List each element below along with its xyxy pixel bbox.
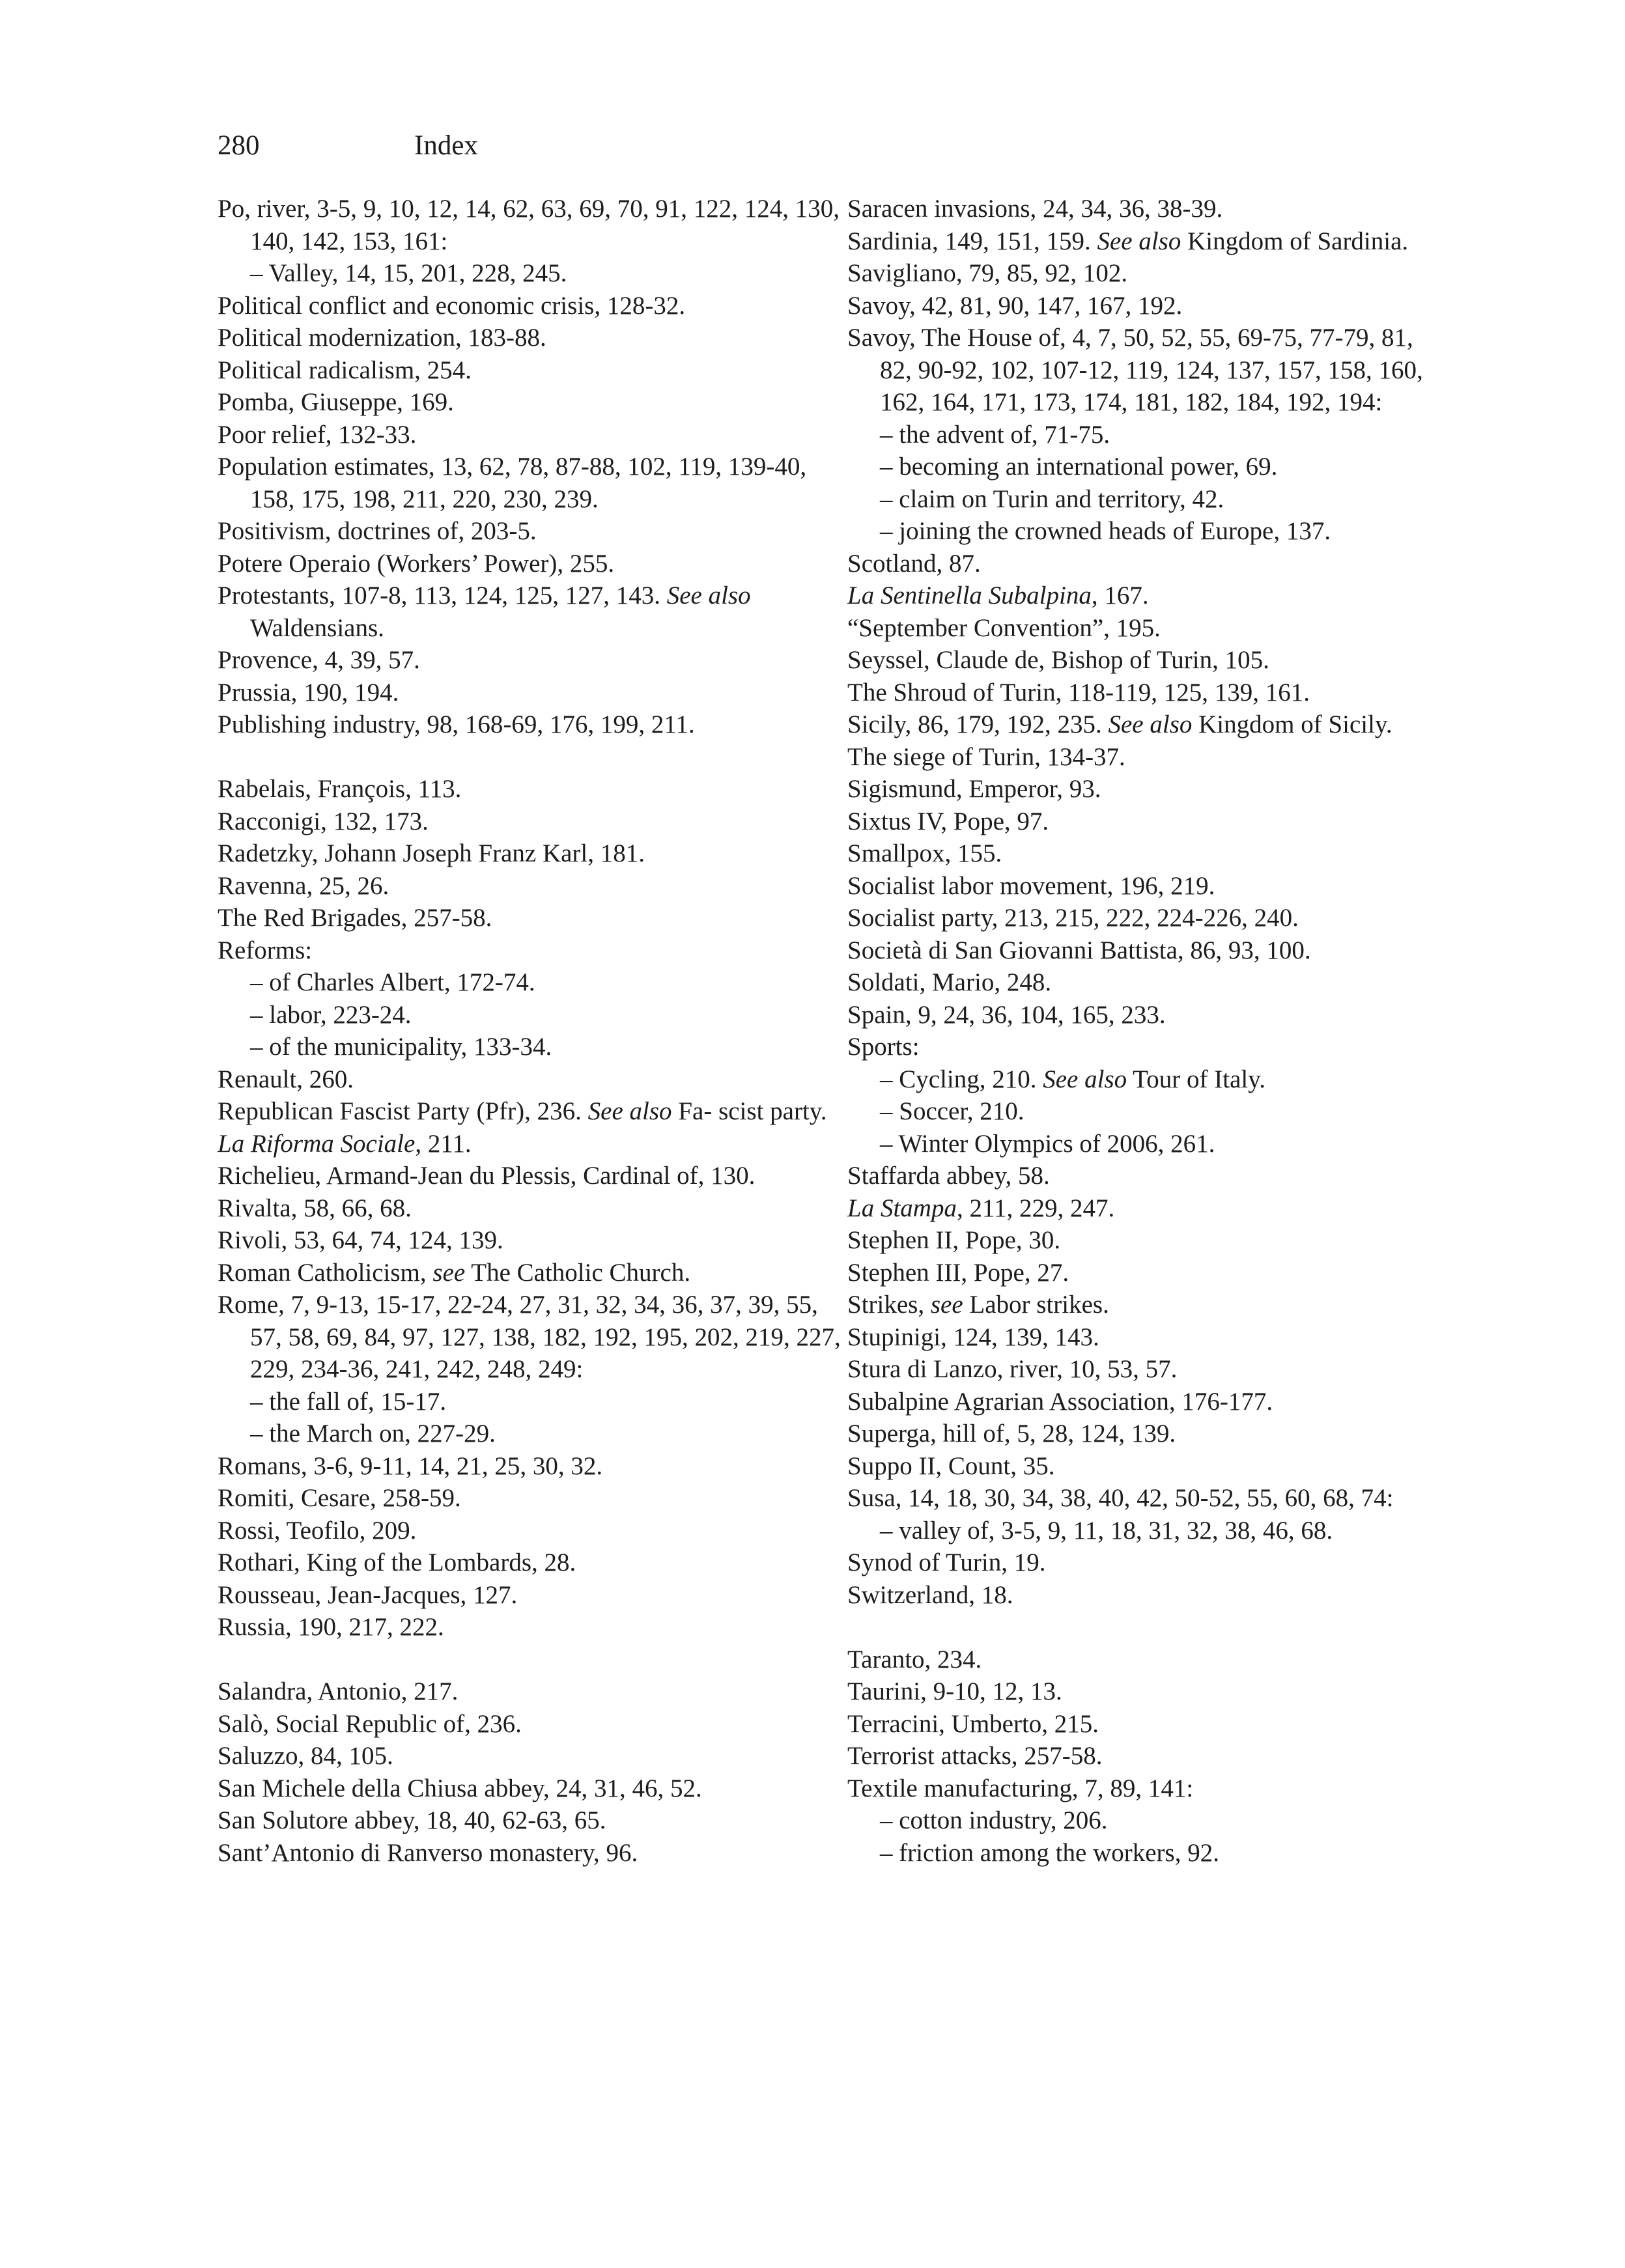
index-entry-text: – joining the crowned heads of Europe, 137.	[880, 517, 1331, 545]
index-subentry	[847, 1804, 1434, 1837]
index-entry-text: Russia, 190, 217, 222.	[218, 1613, 444, 1641]
index-entry	[218, 1611, 843, 1644]
page-number: 280	[218, 130, 260, 161]
index-entry	[847, 1547, 1434, 1579]
index-entry-text: Staffarda abbey, 58.	[847, 1162, 1050, 1190]
index-entry-text: Political conflict and economic crisis, 128-32.	[218, 291, 686, 320]
index-entry-title-italic: La Stampa	[847, 1194, 957, 1222]
index-entry-text: Taranto, 234.	[847, 1645, 982, 1673]
index-entry	[218, 870, 843, 903]
index-entry	[847, 1418, 1434, 1450]
index-entry	[847, 225, 1434, 258]
index-entry-text: Protestants, 107-8, 113, 124, 125, 127, 143.	[218, 581, 660, 609]
index-entry	[847, 805, 1434, 838]
index-entry-text: San Michele della Chiusa abbey, 24, 31, 46, 52.	[218, 1774, 702, 1802]
index-entry-text: Radetzky, Johann Joseph Franz Karl, 181.	[218, 839, 645, 867]
index-entry-text: – friction among the workers, 92.	[880, 1838, 1219, 1867]
index-entry	[847, 966, 1434, 999]
index-entry	[847, 773, 1434, 805]
index-entry-text: – Valley, 14, 15, 201, 228, 245.	[250, 259, 567, 287]
index-entry	[218, 548, 843, 580]
index-entry-text: Terrorist attacks, 257-58.	[847, 1742, 1103, 1770]
index-entry-text: Renault, 260.	[218, 1065, 354, 1093]
running-head-title: Index	[414, 130, 478, 161]
index-entry-text: “September Convention”, 195.	[847, 613, 1161, 642]
index-column-left	[218, 193, 843, 1869]
index-entry-text: – Soccer, 210.	[880, 1097, 1024, 1125]
index-entry	[847, 644, 1434, 677]
index-entry	[847, 290, 1434, 322]
index-subentry	[218, 257, 843, 290]
index-entry-text: – of the municipality, 133-34.	[250, 1033, 552, 1061]
index-entry-text: Scotland, 87.	[847, 549, 981, 578]
index-subentry	[218, 999, 843, 1031]
index-entry-text: Superga, hill of, 5, 28, 124, 139.	[847, 1420, 1176, 1448]
index-entry-text: – cotton industry, 206.	[880, 1806, 1108, 1834]
index-entry	[847, 677, 1434, 709]
index-entry-text: , 211, 229, 247.	[956, 1194, 1115, 1222]
index-cross-reference-target: The Catholic Church.	[465, 1258, 691, 1287]
index-entry	[218, 677, 843, 709]
index-entry	[847, 1224, 1434, 1257]
index-entry-text: The Red Brigades, 257-58.	[218, 904, 492, 932]
index-entry	[218, 1515, 843, 1547]
index-entry	[847, 548, 1434, 580]
index-entry-text: Stura di Lanzo, river, 10, 53, 57.	[847, 1355, 1178, 1383]
index-cross-reference-target: Kingdom of	[1181, 227, 1311, 255]
index-entry-text: Rousseau, Jean-Jacques, 127.	[218, 1580, 518, 1609]
index-entry-text: Rivoli, 53, 64, 74, 124, 139.	[218, 1226, 503, 1254]
index-entry-text: Poor relief, 132-33.	[218, 420, 417, 449]
index-subentry	[847, 1128, 1434, 1160]
index-entry-text: Seyssel, Claude de, Bishop of Turin, 105.	[847, 646, 1269, 674]
index-entry-text: Switzerland, 18.	[847, 1580, 1013, 1609]
index-entry-text: Sant’Antonio di Ranverso monastery, 96.	[218, 1838, 638, 1867]
index-entry	[847, 257, 1434, 290]
index-entry	[847, 741, 1434, 774]
index-entry-title-italic: La Riforma Sociale	[218, 1129, 416, 1158]
index-entry-text: Smallpox, 155.	[847, 839, 1002, 867]
index-entry-text: San Solutore abbey, 18, 40, 62-63, 65.	[218, 1806, 606, 1834]
index-entry	[847, 1160, 1434, 1192]
index-entry	[218, 1063, 843, 1096]
index-entry-text: Rome, 7, 9-13, 15-17, 22-24, 27, 31, 32, 34, 36, 37, 39, 55, 57, 58, 69, 84, 97, 127, 138, 182, 192, 195, 202, 219, 227, 229, 234-36, 241, 242, 248, 249:	[218, 1291, 841, 1383]
index-entry	[218, 805, 843, 838]
index-entry	[847, 1192, 1434, 1225]
index-cross-reference-target: Kingdom of	[1192, 710, 1322, 738]
index-cross-reference-label: see	[426, 1258, 466, 1287]
index-entry-text: Società di San Giovanni Battista, 86, 93, 100.	[847, 936, 1311, 964]
index-entry-text: Romans, 3-6, 9-11, 14, 21, 25, 30, 32.	[218, 1451, 603, 1480]
index-entry	[847, 1740, 1434, 1772]
index-cross-reference-label: See also	[1036, 1065, 1127, 1093]
index-entry	[847, 1450, 1434, 1483]
index-entry	[218, 934, 843, 967]
index-entry	[847, 934, 1434, 967]
index-entry-text: Publishing industry, 98, 168-69, 176, 199, 211.	[218, 710, 695, 738]
index-column-right	[847, 193, 1434, 1869]
index-entry-text: Salò, Social Republic of, 236.	[218, 1709, 522, 1738]
index-entry	[218, 354, 843, 387]
index-entry	[218, 193, 843, 257]
index-entry-text: Sicily, 86, 179, 192, 235.	[847, 710, 1102, 738]
index-entry-text: Rothari, King of the Lombards, 28.	[218, 1548, 576, 1576]
index-entry	[218, 1547, 843, 1579]
index-entry	[218, 386, 843, 419]
index-entry-text: Positivism, doctrines of, 203-5.	[218, 517, 537, 545]
index-entry-text: Salandra, Antonio, 217.	[218, 1677, 459, 1705]
index-entry	[218, 1804, 843, 1837]
index-entry	[218, 1740, 843, 1772]
index-entry-text: Stupinigi, 124, 139, 143.	[847, 1323, 1099, 1351]
index-entry-text: Saracen invasions, 24, 34, 36, 38-39.	[847, 195, 1223, 223]
index-entry	[218, 773, 843, 805]
index-entry	[847, 870, 1434, 903]
running-header	[218, 128, 478, 164]
index-entry	[847, 1482, 1434, 1515]
index-entry	[218, 1160, 843, 1192]
index-entry	[847, 612, 1434, 645]
index-subentry	[847, 515, 1434, 548]
index-entry	[847, 837, 1434, 870]
index-subentry	[847, 1515, 1434, 1547]
index-entry	[218, 708, 843, 741]
index-entry-text: The Shroud of Turin, 118-119, 125, 139, 161.	[847, 678, 1310, 707]
index-entry	[847, 1257, 1434, 1289]
index-cross-reference-target: Tour of Italy.	[1127, 1065, 1265, 1093]
index-entry	[218, 419, 843, 451]
index-entry	[847, 1708, 1434, 1741]
index-entry-text: – valley of, 3-5, 9, 11, 18, 31, 32, 38, 46, 68.	[880, 1516, 1333, 1545]
index-entry-text: Suppo II, Count, 35.	[847, 1451, 1055, 1480]
index-subentry	[847, 1063, 1434, 1096]
index-entry-text: Savoy, The House of, 4, 7, 50, 52, 55, 69-75, 77-79, 81, 82, 90-92, 102, 107-12, 119, 124, 137, 157, 158, 160, 162, 164, 171, 173, 174, 181, 182, 184, 192, 194:	[847, 324, 1423, 416]
index-entry	[218, 1257, 843, 1289]
index-entry	[218, 837, 843, 870]
index-entry-continuation: Sicily.	[1321, 710, 1392, 738]
index-entry-text: Subalpine Agrarian Association, 176-177.	[847, 1387, 1273, 1416]
index-entry	[847, 999, 1434, 1031]
index-cross-reference-target: Fa-	[671, 1097, 713, 1125]
index-entry-text: Ravenna, 25, 26.	[218, 871, 389, 900]
index-entry-text: – the advent of, 71-75.	[880, 420, 1110, 449]
index-entry	[847, 1772, 1434, 1805]
index-entry-text: Richelieu, Armand-Jean du Plessis, Cardinal of, 130.	[218, 1162, 756, 1190]
index-subentry	[218, 1386, 843, 1418]
index-entry	[218, 1224, 843, 1257]
index-entry-text: Racconigi, 132, 173.	[218, 807, 429, 835]
index-entry-text: Provence, 4, 39, 57.	[218, 646, 420, 674]
index-entry	[218, 580, 843, 644]
index-entry-text: – the March on, 227-29.	[250, 1420, 496, 1448]
index-entry-text: Strikes,	[847, 1291, 925, 1319]
index-entry-text: Spain, 9, 24, 36, 104, 165, 233.	[847, 1000, 1166, 1029]
index-entry-text: Political modernization, 183-88.	[218, 324, 546, 352]
index-entry	[218, 1837, 843, 1869]
index-cross-reference-target: Waldensians.	[250, 613, 384, 642]
index-entry-text: Stephen III, Pope, 27.	[847, 1258, 1069, 1287]
index-entry-text: Synod of Turin, 19.	[847, 1548, 1046, 1576]
index-entry	[847, 193, 1434, 225]
index-entry-text: Prussia, 190, 194.	[218, 678, 399, 707]
index-entry	[218, 1579, 843, 1612]
index-entry	[218, 451, 843, 515]
index-entry-text: Sigismund, Emperor, 93.	[847, 775, 1101, 803]
index-entry	[847, 580, 1434, 612]
index-subentry	[847, 1095, 1434, 1128]
index-cross-reference-label: See also	[581, 1097, 672, 1125]
index-cross-reference-target: Labor strikes.	[963, 1291, 1109, 1319]
index-entry	[847, 1031, 1434, 1063]
index-entry	[218, 1128, 843, 1160]
index-entry-text: Socialist party, 213, 215, 222, 224-226, 240.	[847, 904, 1299, 932]
index-entry-text: Rossi, Teofilo, 209.	[218, 1516, 417, 1545]
index-entry-text: – claim on Turin and territory, 42.	[880, 484, 1224, 513]
index-entry-text: Savoy, 42, 81, 90, 147, 167, 192.	[847, 291, 1183, 320]
index-entry	[847, 902, 1434, 934]
index-entry	[847, 1675, 1434, 1708]
index-entry	[847, 322, 1434, 419]
index-entry	[218, 902, 843, 934]
index-entry	[218, 515, 843, 548]
index-entry-text: Potere Operaio (Workers’ Power), 255.	[218, 549, 615, 578]
index-entry	[218, 1772, 843, 1805]
index-entry-text: Reforms:	[218, 936, 313, 964]
index-entry-text: Susa, 14, 18, 30, 34, 38, 40, 42, 50-52, 55, 60, 68, 74:	[847, 1484, 1394, 1512]
index-subentry	[847, 419, 1434, 451]
index-entry-text: Soldati, Mario, 248.	[847, 968, 1052, 996]
index-entry-text: – of Charles Albert, 172-74.	[250, 968, 535, 996]
index-cross-reference-label: See also	[660, 581, 751, 609]
index-entry-text: , 211.	[415, 1129, 472, 1158]
index-entry-text: Sixtus IV, Pope, 97.	[847, 807, 1049, 835]
index-entry	[218, 1675, 843, 1708]
index-entry-text: Rabelais, François, 113.	[218, 775, 462, 803]
index-entry	[847, 708, 1434, 741]
index-entry-text: – the fall of, 15-17.	[250, 1387, 447, 1416]
index-subentry	[847, 451, 1434, 483]
index-entry-title-italic: La Sentinella Subalpina	[847, 581, 1092, 609]
index-entry	[218, 1708, 843, 1741]
index-cross-reference-label: See also	[1090, 227, 1181, 255]
index-subentry	[218, 1418, 843, 1450]
index-entry	[847, 1644, 1434, 1676]
index-entry-text: Sardinia, 149, 151, 159.	[847, 227, 1091, 255]
index-entry	[847, 1353, 1434, 1386]
index-entry-text: , 167.	[1091, 581, 1149, 609]
index-cross-reference-label: see	[924, 1291, 963, 1319]
index-entry-text: Savigliano, 79, 85, 92, 102.	[847, 259, 1128, 287]
index-entry-text: – becoming an international power, 69.	[880, 453, 1278, 481]
index-entry-text: Romiti, Cesare, 258-59.	[218, 1484, 461, 1512]
index-entry-continuation: scist party.	[712, 1097, 827, 1125]
index-entry-text: Textile manufacturing, 7, 89, 141:	[847, 1774, 1194, 1802]
index-entry	[218, 1192, 843, 1225]
index-entry	[847, 1386, 1434, 1418]
index-entry-text: Republican Fascist Party (Pfr), 236.	[218, 1097, 582, 1125]
index-entry-text: The siege of Turin, 134-37.	[847, 742, 1125, 771]
index-entry-text: Population estimates, 13, 62, 78, 87-88, 102, 119, 139-40, 158, 175, 198, 211, 220, 230, 239.	[218, 453, 807, 513]
index-entry-text: Socialist labor movement, 196, 219.	[847, 871, 1215, 900]
index-entry-text: Saluzzo, 84, 105.	[218, 1742, 393, 1770]
index-entry-text: Terracini, Umberto, 215.	[847, 1709, 1099, 1738]
index-entry	[218, 1289, 843, 1386]
index-subentry	[218, 966, 843, 999]
index-subentry	[218, 1031, 843, 1063]
index-entry	[847, 1289, 1434, 1321]
index-entry-text: – Cycling, 210.	[880, 1065, 1037, 1093]
index-entry	[218, 1450, 843, 1483]
index-entry	[218, 1095, 843, 1128]
index-entry-text: Political radicalism, 254.	[218, 356, 472, 384]
index-entry-text: Rivalta, 58, 66, 68.	[218, 1194, 412, 1222]
index-entry-text: Roman Catholicism,	[218, 1258, 427, 1287]
index-entry-continuation: Sardinia.	[1310, 227, 1409, 255]
index-entry	[847, 1321, 1434, 1354]
index-subentry	[847, 1837, 1434, 1869]
index-entry	[218, 322, 843, 354]
index-entry-text: – Winter Olympics of 2006, 261.	[880, 1129, 1215, 1158]
index-entry-text: Stephen II, Pope, 30.	[847, 1226, 1061, 1254]
index-cross-reference-label: See also	[1101, 710, 1193, 738]
index-entry	[218, 290, 843, 322]
index-entry	[847, 1579, 1434, 1612]
index-entry-text: Sports:	[847, 1033, 920, 1061]
index-entry-text: Taurini, 9-10, 12, 13.	[847, 1677, 1062, 1705]
index-entry	[218, 1482, 843, 1515]
index-subentry	[847, 483, 1434, 516]
index-entry-text: – labor, 223-24.	[250, 1000, 412, 1029]
index-entry	[218, 644, 843, 677]
index-entry-text: Po, river, 3-5, 9, 10, 12, 14, 62, 63, 69, 70, 91, 122, 124, 130, 140, 142, 153, 161:	[218, 195, 840, 255]
index-entry-text: Pomba, Giuseppe, 169.	[218, 388, 454, 416]
